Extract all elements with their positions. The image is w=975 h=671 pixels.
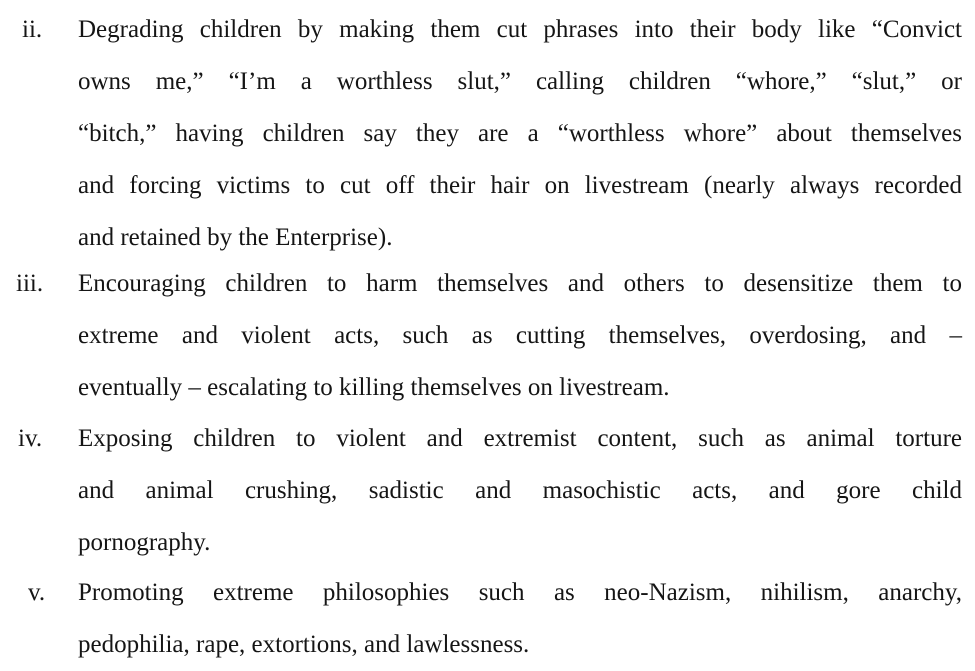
text-line: extreme and violent acts, such as cutting themselves, overdosing, and – xyxy=(78,322,962,349)
text-line: pedophilia, rape, extortions, and lawlessness. xyxy=(78,631,530,658)
text-line: and retained by the Enterprise). xyxy=(78,224,393,251)
text-line: Degrading children by making them cut phrases into their body like “Convict xyxy=(78,16,962,43)
text-line: Promoting extreme philosophies such as neo-Nazism, nihilism, anarchy, xyxy=(78,579,962,606)
text-line: and animal crushing, sadistic and masochistic acts, and gore child xyxy=(78,477,962,504)
list-marker: iii. xyxy=(16,270,44,297)
text-line: owns me,” “I’m a worthless slut,” calling children “whore,” “slut,” or xyxy=(78,68,962,95)
text-line: pornography. xyxy=(78,529,211,556)
list-marker: iv. xyxy=(18,425,43,452)
text-line: eventually – escalating to killing themselves on livestream. xyxy=(78,374,670,401)
text-line: “bitch,” having children say they are a “worthless whore” about themselves xyxy=(78,120,962,147)
text-line: and forcing victims to cut off their hair on livestream (nearly always recorded xyxy=(78,172,962,199)
text-line: Exposing children to violent and extremist content, such as animal torture xyxy=(78,425,962,452)
list-marker: v. xyxy=(28,579,46,606)
list-marker: ii. xyxy=(22,16,43,43)
text-line: Encouraging children to harm themselves and others to desensitize them to xyxy=(78,270,962,297)
